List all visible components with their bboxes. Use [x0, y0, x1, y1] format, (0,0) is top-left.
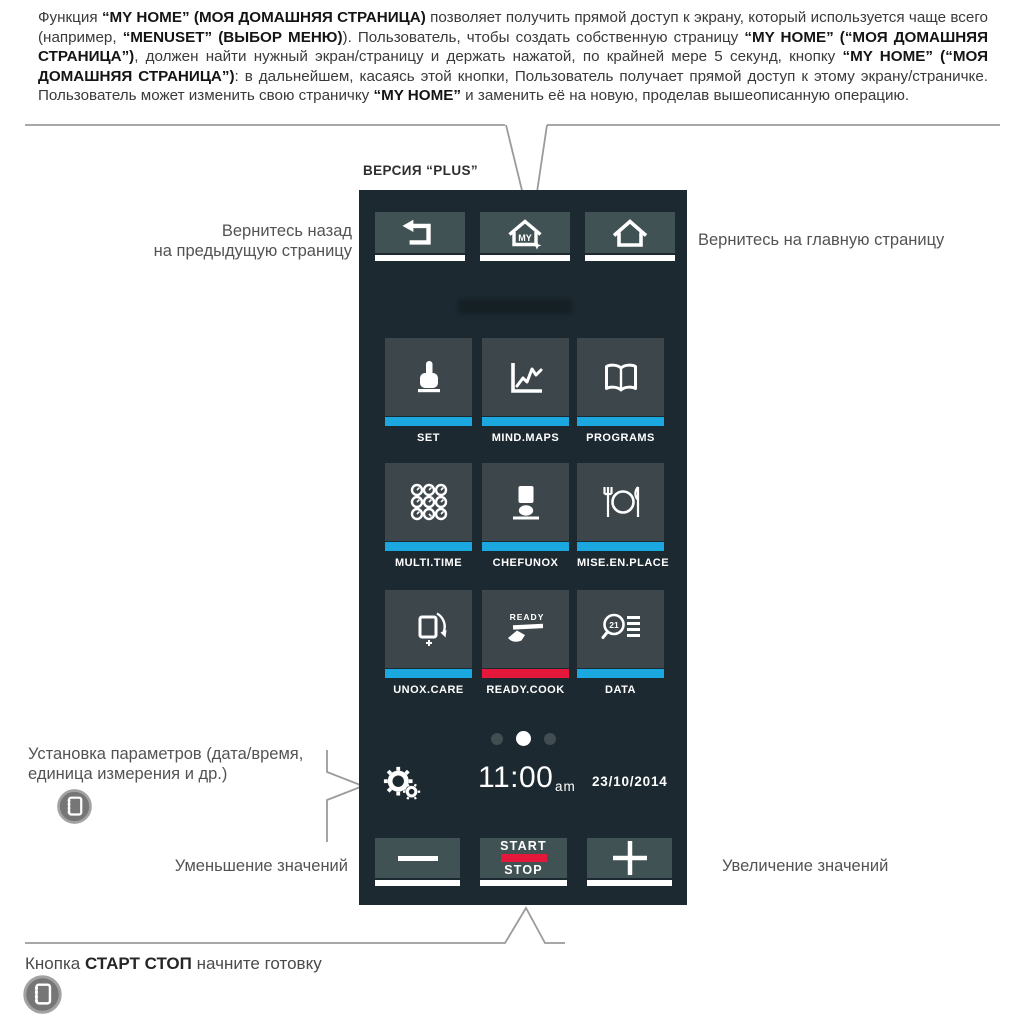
chart-icon: [503, 357, 549, 397]
tile-label: CHEFUNOX: [492, 557, 559, 569]
stop-label: STOP: [504, 863, 543, 877]
tile-label: MISE.EN.PLACE: [577, 557, 670, 569]
touch-panel: [359, 190, 687, 905]
tile-label: MIND.MAPS: [491, 432, 560, 444]
tile-chefunox[interactable]: [482, 463, 569, 569]
page-indicator: [359, 731, 687, 746]
my-home-button[interactable]: [480, 212, 570, 261]
note-settings: Установка параметров (дата/время, единица измерения и др.): [28, 745, 304, 783]
version-label: ВЕРСИЯ “PLUS”: [363, 163, 479, 178]
button-underline: [375, 880, 460, 886]
manual-icon: [56, 788, 93, 825]
svg-text:MY: MY: [518, 232, 532, 243]
care-refresh-icon: [406, 608, 452, 650]
cutlery-plate-icon: [598, 482, 644, 522]
button-underline: [480, 255, 570, 261]
tile-label: MULTI.TIME: [394, 557, 463, 569]
note-home: Вернитесь на главную страницу: [698, 231, 945, 249]
button-underline: [480, 880, 567, 886]
button-underline: [587, 880, 672, 886]
svg-text:21: 21: [608, 620, 619, 630]
tile-multi-time[interactable]: [385, 463, 472, 569]
clock-date: 23/10/2014: [592, 774, 668, 789]
page-dot[interactable]: [544, 733, 556, 745]
back-icon: [398, 215, 442, 251]
tile-accent-bar: [577, 669, 664, 678]
tile-data[interactable]: [577, 590, 664, 696]
tile-accent-bar: [482, 417, 569, 426]
start-stop-button[interactable]: [480, 838, 567, 886]
start-stop-red-bar: [501, 854, 547, 862]
tile-ready-cook[interactable]: [482, 590, 569, 696]
start-label: START: [500, 839, 547, 853]
tile-label: UNOX.CARE: [393, 684, 464, 696]
plus-icon: [611, 841, 649, 875]
tile-accent-bar: [577, 417, 664, 426]
search-data-icon: [598, 609, 644, 649]
tile-label: SET: [417, 432, 440, 444]
chef-icon: [504, 482, 548, 522]
tile-accent-bar: [385, 669, 472, 678]
page-dot-active[interactable]: [516, 731, 531, 746]
tile-accent-bar: [577, 542, 664, 551]
page-dot[interactable]: [491, 733, 503, 745]
tile-unox-care[interactable]: [385, 590, 472, 696]
start-stop-caption: Кнопка СТАРТ СТОП начните готовку: [25, 954, 322, 973]
tile-mind-maps[interactable]: [482, 338, 569, 444]
tile-programs[interactable]: [577, 338, 664, 444]
multi-clock-icon: [407, 481, 451, 523]
note-back: Вернитесь назад на предыдущую страницу: [153, 222, 352, 260]
settings-gear-icon[interactable]: [382, 764, 424, 806]
settings-bracket: [327, 750, 363, 842]
tile-label: DATA: [605, 684, 636, 696]
increase-button[interactable]: [587, 838, 672, 886]
tile-accent-bar: [482, 542, 569, 551]
my-home-icon: [502, 214, 548, 252]
manual-icon: [22, 974, 63, 1015]
intro-paragraph: Функция “MY HOME” (МОЯ ДОМАШНЯЯ СТРАНИЦА) позволяет получить прямой доступ к экрану, который используется чаще всего (например, “MENUSET” (ВЫБОР МЕНЮ)). Пользователь, чтобы создать собственную страницу “MY HOME” (“МОЯ ДОМАШНЯЯ СТРАНИЦА”), должен найти нужный экран/страницу и держать нажатой, по крайней мере 5 секунд, кнопку “MY HOME” (“МОЯ ДОМАШНЯЯ СТРАНИЦА”): в дальнейшем, касаясь этой кнопки, Пользователь получает прямой доступ к этому экрану/страничке. Пользователь может изменить свою страничку “MY HOME” и заменить её на новую, проделав вышеописанную операцию.: [38, 9, 989, 105]
tile-label: PROGRAMS: [586, 432, 655, 444]
svg-text:READY: READY: [509, 612, 544, 622]
home-icon: [607, 214, 653, 252]
tile-mise-en-place[interactable]: [577, 463, 670, 569]
book-icon: [598, 357, 644, 397]
hand-set-icon: [407, 357, 451, 397]
minus-icon: [398, 856, 438, 861]
note-increase: Увеличение значений: [722, 857, 889, 875]
tile-label: READY.COOK: [486, 684, 565, 696]
ghost-text-artifact: [458, 299, 572, 314]
clock-meridiem: am: [555, 779, 576, 794]
ready-hand-icon: [503, 609, 549, 649]
tile-set[interactable]: [385, 338, 472, 444]
home-button[interactable]: [585, 212, 675, 261]
button-underline: [375, 255, 465, 261]
back-button[interactable]: [375, 212, 465, 261]
decrease-button[interactable]: [375, 838, 460, 886]
note-decrease: Уменьшение значений: [174, 857, 348, 875]
button-underline: [585, 255, 675, 261]
bottom-rule-chevron: [25, 908, 565, 943]
tile-accent-bar: [482, 669, 569, 678]
tile-accent-bar: [385, 417, 472, 426]
clock-time: 11:00: [478, 761, 554, 794]
tile-accent-bar: [385, 542, 472, 551]
